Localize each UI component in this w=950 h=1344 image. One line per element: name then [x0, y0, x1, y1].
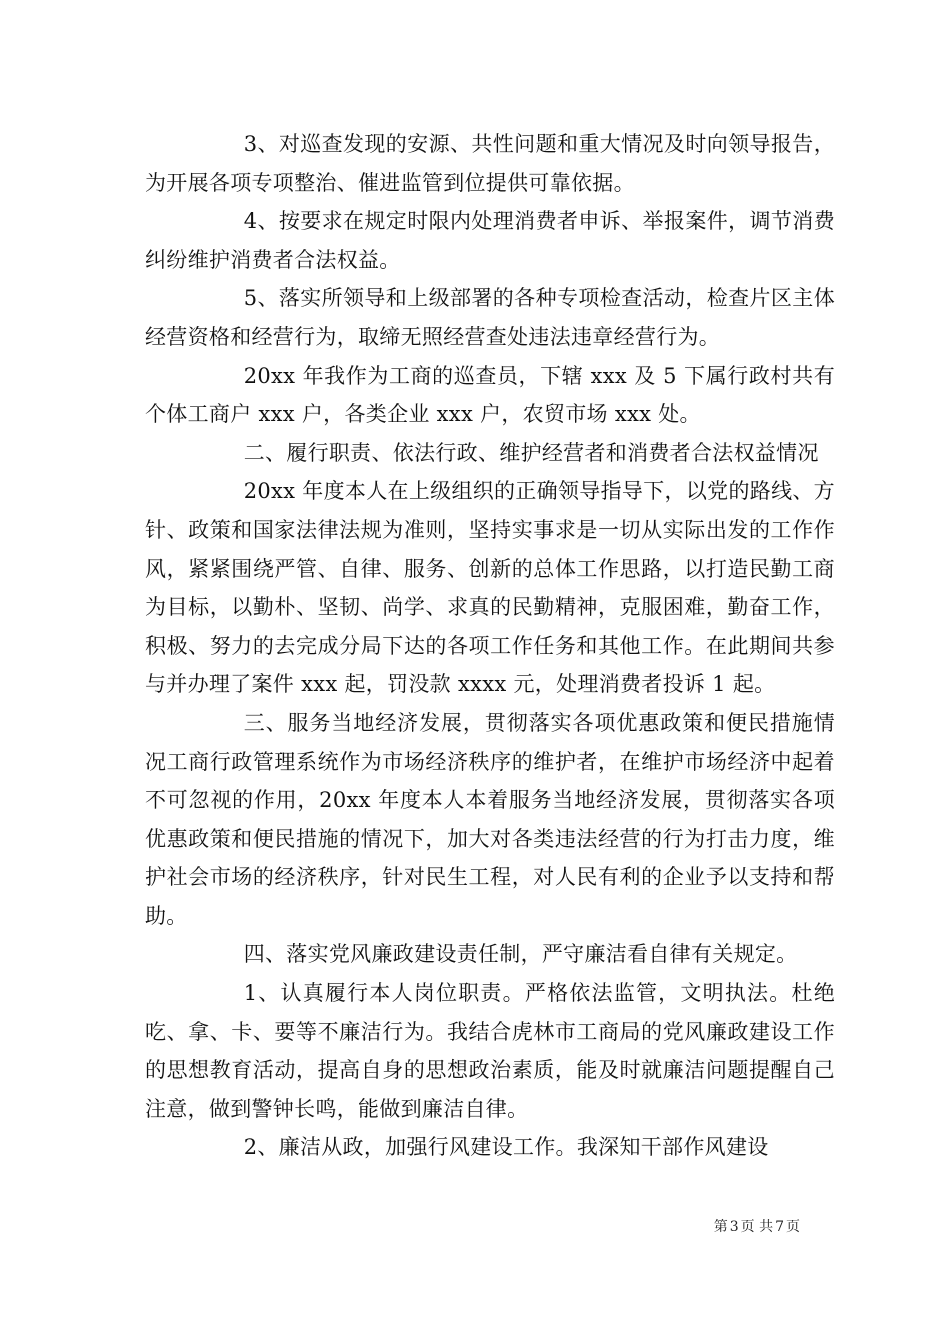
paragraph-clean-governance: 2、廉洁从政，加强行风建设工作。我深知干部作风建设	[243, 1135, 769, 1160]
paragraph-jurisdiction: 20xx 年我作为工商的巡查员，下辖 xxx 及 5 下属行政村共有个体工商户 xxx 户，各类企业 xxx 户，农贸市场 xxx 处。	[145, 363, 835, 427]
paragraph-job-duties: 1、认真履行本人岗位职责。严格依法监管，文明执法。杜绝吃、拿、卡、要等不廉洁行为。我结合虎林市工商局的党风廉政建设工作的思想教育活动，提高自身的思想政治素质，能及时就廉洁问题提醒自己注意，做到警钟长鸣，能做到廉洁自律。	[145, 981, 835, 1121]
page-footer	[714, 1218, 800, 1236]
footer-total-pages: 7	[775, 1219, 784, 1235]
footer-suffix: 页	[786, 1219, 800, 1235]
paragraph-inspection-report: 3、对巡查发现的安源、共性问题和重大情况及时向领导报告，为开展各项专项整治、催进监管到位提供可靠依据。	[145, 132, 835, 195]
section-heading-3: 三、服务当地经济发展，贯彻落实各项优惠政策和便民措施情况工商行政管理系统作为市场经济秩序的维护者，在维护市场经济中起着不可忽视的作用，20xx 年度本人本着服务当地经济发展，贯彻落实各项优惠政策和便民措施的情况下，加大对各类违法经营的行为打击力度，维护社会市场的经济秩序，针对民生工程，对人民有利的企业予以支持和帮助。	[145, 710, 835, 928]
footer-prefix: 第	[713, 1219, 728, 1235]
paragraph-special-inspections: 5、落实所领导和上级部署的各种专项检查活动，检查片区主体经营资格和经营行为，取缔无照经营查处违法违章经营行为。	[145, 286, 835, 349]
footer-middle: 页 共	[740, 1219, 774, 1235]
section-heading-4: 四、落实党风廉政建设责任制，严守廉洁看自律有关规定。	[243, 942, 798, 967]
paragraph-consumer-complaints: 4、按要求在规定时限内处理消费者申诉、举报案件，调节消费纠纷维护消费者合法权益。	[145, 209, 835, 272]
document-body	[145, 125, 835, 1167]
paragraph-annual-work: 20xx 年度本人在上级组织的正确领导指导下，以党的路线、方针、政策和国家法律法规为准则，坚持实事求是一切从实际出发的工作作风，紧紧围绕严管、自律、服务、创新的总体工作思路，以打造民勤工商为目标，以勤朴、坚韧、尚学、求真的民勤精神，克服困难，勤奋工作，积极、努力的去完成分局下达的各项工作任务和其他工作。在此期间共参与并办理了案件 xxx 起，罚没款 xxxx 元，处理消费者投诉 1 起。	[145, 479, 835, 697]
section-heading-2: 二、履行职责、依法行政、维护经营者和消费者合法权益情况	[243, 440, 819, 465]
footer-current-page: 3	[729, 1219, 739, 1235]
